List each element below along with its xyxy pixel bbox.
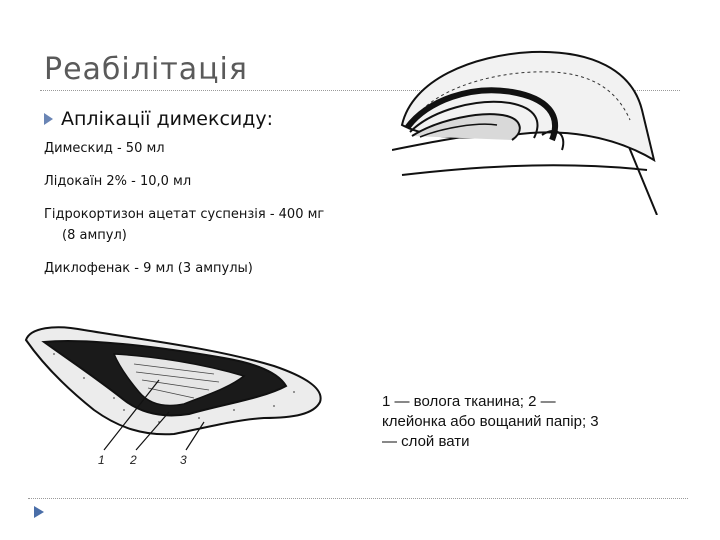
slide-title: Реабілітація [44, 52, 248, 87]
figure-label-1: 1 [98, 453, 105, 467]
figure-label-2: 2 [130, 453, 137, 467]
compress-layers-illustration [24, 318, 334, 468]
bullet-row [44, 108, 273, 130]
figure-caption: 1 — волога тканина; 2 — клейонка або вощаний папір; 3 — слой вати [382, 393, 599, 450]
compress-illustration [392, 40, 662, 215]
list-item: Лідокаїн 2% - 10,0 мл [44, 174, 192, 189]
list-item: Димескид - 50 мл [44, 141, 165, 156]
footer-divider [28, 498, 688, 499]
next-slide-arrow-icon[interactable] [34, 506, 44, 518]
bullet-heading: Аплікації димексиду: [61, 108, 274, 130]
figure-label-3: 3 [180, 453, 187, 467]
list-item: Диклофенак - 9 мл (3 ампулы) [44, 261, 253, 276]
bullet-arrow-icon [44, 113, 53, 125]
list-item [44, 204, 374, 246]
prescription-list [44, 138, 374, 291]
list-item-text: Гідрокортизон ацетат суспензія - 400 мг [44, 207, 325, 222]
list-item-continuation: (8 ампул) [62, 228, 127, 243]
